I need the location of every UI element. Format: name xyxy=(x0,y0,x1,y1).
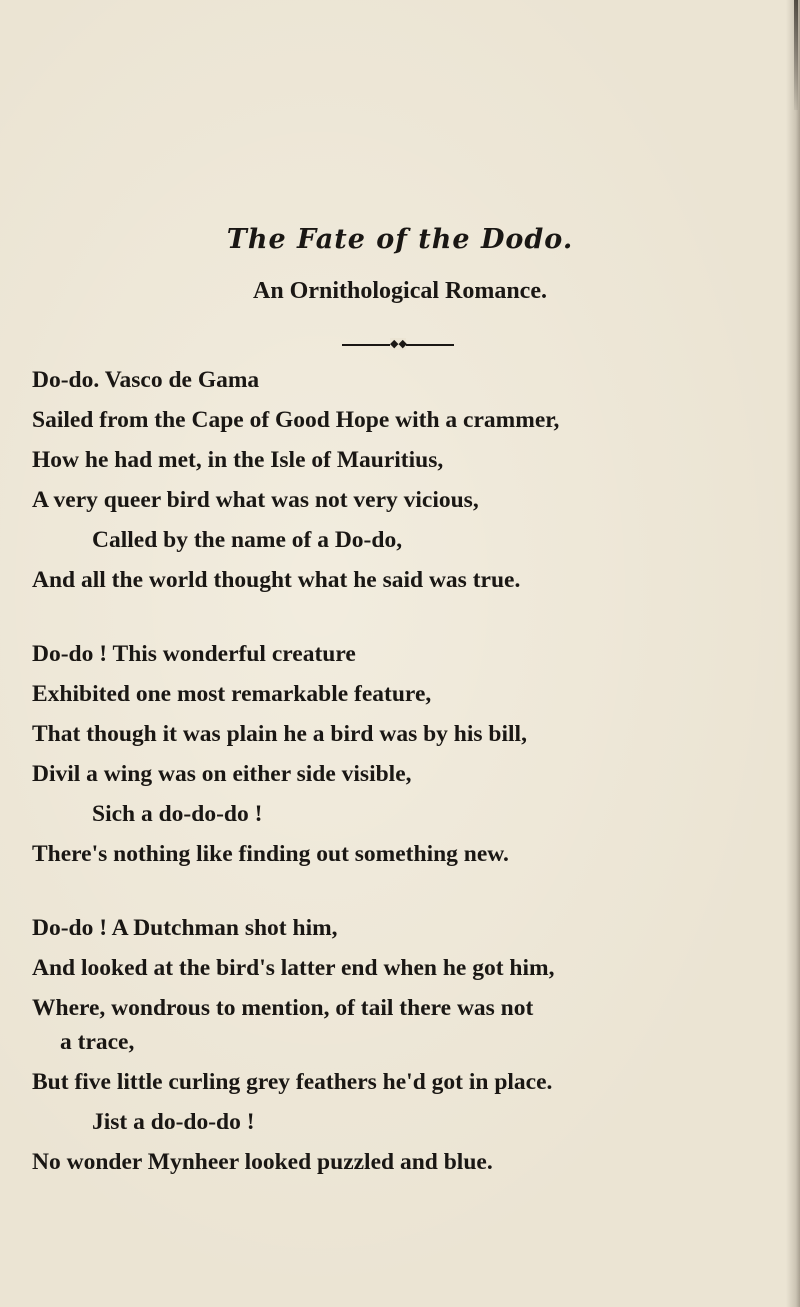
stanza-1-line-2: Sailed from the Cape of Good Hope with a crammer, xyxy=(32,407,560,433)
stanza-3-line-6: No wonder Mynheer looked puzzled and blue. xyxy=(32,1149,493,1175)
stanza-2-line-4: Divil a wing was on either side visible, xyxy=(32,761,412,787)
stanza-2-line-2: Exhibited one most remarkable feature, xyxy=(32,681,432,707)
stanza-2-line-1: Do-do ! This wonderful creature xyxy=(32,641,356,667)
stanza-3-line-5: Jist a do-do-do ! xyxy=(92,1109,255,1135)
stanza-1-line-6: And all the world thought what he said was true. xyxy=(32,567,521,593)
stanza-3-line-2: And looked at the bird's latter end when he got him, xyxy=(32,955,555,981)
stanza-1-line-3: How he had met, in the Isle of Mauritius, xyxy=(32,447,444,473)
ornament-diamond-icon: ◆◆ xyxy=(390,337,407,350)
stanza-3-line-1: Do-do ! A Dutchman shot him, xyxy=(32,915,338,941)
page-edge-mark xyxy=(794,0,798,110)
page-edge-shadow xyxy=(786,0,800,1307)
stanza-2-line-3: That though it was plain he a bird was by his bill, xyxy=(32,721,527,747)
poem-subtitle: An Ornithological Romance. xyxy=(253,278,547,304)
stanza-1-line-5: Called by the name of a Do-do, xyxy=(92,527,403,553)
stanza-3-line-3: Where, wondrous to mention, of tail there was not xyxy=(32,995,534,1021)
stanza-2-line-5: Sich a do-do-do ! xyxy=(92,801,263,827)
poem-title: The Fate of the Dodo. xyxy=(226,224,574,255)
stanza-1-line-4: A very queer bird what was not very vicious, xyxy=(32,487,479,513)
stanza-3-line-4: But five little curling grey feathers he'd got in place. xyxy=(32,1069,553,1095)
stanza-2-line-6: There's nothing like finding out something new. xyxy=(32,841,509,867)
stanza-1-line-1: Do-do. Vasco de Gama xyxy=(32,367,260,393)
stanza-3-line-3-continuation: a trace, xyxy=(60,1029,135,1055)
